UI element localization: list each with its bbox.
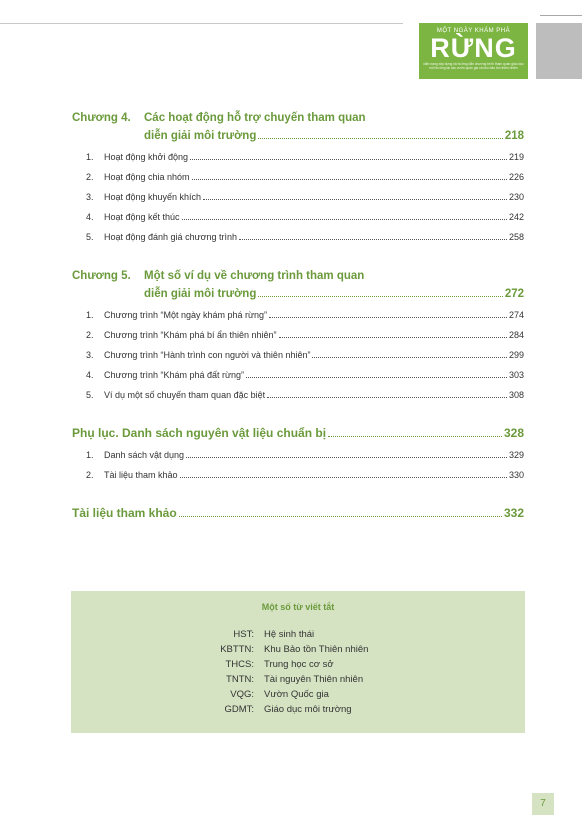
item-number: 1. <box>86 310 94 320</box>
chapter-number: Chương 4. <box>72 112 131 124</box>
chapter-title: Các hoạt động hỗ trợ chuyến tham quan <box>144 112 366 124</box>
item-text: Ví dụ một số chuyến tham quan đặc biệt <box>104 390 266 400</box>
abbreviation-row <box>71 689 525 700</box>
item-text: Chương trình “Khám phá bí ẩn thiên nhiên” <box>104 330 277 340</box>
item-number: 1. <box>86 450 94 460</box>
toc-item[interactable] <box>72 172 524 182</box>
item-number: 1. <box>86 152 94 162</box>
dot-leader <box>258 138 502 139</box>
item-number: 2. <box>86 330 94 340</box>
toc-item[interactable] <box>72 450 524 460</box>
abbreviation-key: VQG: <box>230 689 254 700</box>
toc-item[interactable] <box>72 232 524 242</box>
chapter-5-heading[interactable] <box>72 270 524 282</box>
page-number: 7 <box>532 793 554 815</box>
toc-item[interactable] <box>72 330 524 340</box>
item-page: 308 <box>508 390 524 400</box>
item-number: 4. <box>86 370 94 380</box>
dot-leader <box>246 377 507 378</box>
item-text: Hoạt động kết thúc <box>104 212 180 222</box>
dot-leader <box>279 337 507 338</box>
abbreviation-value: Tài nguyên Thiên nhiên <box>264 674 364 685</box>
toc-item[interactable] <box>72 390 524 400</box>
abbreviation-row <box>71 644 525 655</box>
item-text: Hoạt động chia nhóm <box>104 172 190 182</box>
chapter-page: 272 <box>504 288 524 300</box>
abbreviation-row <box>71 659 525 670</box>
item-text: Chương trình “Khám phá đất rừng” <box>104 370 245 380</box>
item-page: 274 <box>508 310 524 320</box>
item-number: 2. <box>86 172 94 182</box>
table-of-contents <box>72 112 524 520</box>
abbreviation-value: Vườn Quốc gia <box>264 689 329 700</box>
item-number: 3. <box>86 350 94 360</box>
dot-leader <box>186 457 507 458</box>
toc-item[interactable] <box>72 192 524 202</box>
chapter-title-cont: diễn giải môi trường <box>144 288 257 300</box>
item-text: Chương trình “Một ngày khám phá rừng” <box>104 310 268 320</box>
abbreviation-key: GDMT: <box>224 704 254 715</box>
item-page: 230 <box>508 192 524 202</box>
chapter-title: Một số ví dụ về chương trình tham quan <box>144 270 365 282</box>
item-page: 299 <box>508 350 524 360</box>
item-page: 258 <box>508 232 524 242</box>
dot-leader <box>267 397 507 398</box>
dot-leader <box>312 357 507 358</box>
item-text: Hoạt động đánh giá chương trình <box>104 232 238 242</box>
toc-item[interactable] <box>72 310 524 320</box>
chapter-title-cont: diễn giải môi trường <box>144 130 257 142</box>
dot-leader <box>179 516 502 517</box>
item-number: 5. <box>86 232 94 242</box>
dot-leader <box>269 317 507 318</box>
logo-tagline: cẩm nang xây dựng và hướng dẫn chương trình tham quan giáo dục môi trường tại các vườn quốc gia và khu bảo tồn thiên nhiên <box>423 62 524 70</box>
dot-leader <box>182 219 507 220</box>
item-page: 284 <box>508 330 524 340</box>
toc-item[interactable] <box>72 152 524 162</box>
item-text: Chương trình “Hành trình con người và thiên nhiên” <box>104 350 311 360</box>
item-text: Hoạt động khởi động <box>104 152 188 162</box>
item-number: 4. <box>86 212 94 222</box>
toc-item[interactable] <box>72 370 524 380</box>
item-text: Tài liệu tham khảo <box>104 470 178 480</box>
toc-item[interactable] <box>72 350 524 360</box>
abbreviation-key: KBTTN: <box>220 644 254 655</box>
abbreviation-value: Khu Bảo tồn Thiên nhiên <box>264 644 369 655</box>
chapter-4-heading[interactable] <box>72 112 524 124</box>
item-page: 303 <box>508 370 524 380</box>
abbreviation-key: THCS: <box>225 659 254 670</box>
dot-leader <box>239 239 507 240</box>
header-rule-left <box>0 23 403 24</box>
dot-leader <box>192 179 507 180</box>
item-page: 219 <box>508 152 524 162</box>
chapter-number: Chương 5. <box>72 270 131 282</box>
item-page: 329 <box>508 450 524 460</box>
appendix-heading[interactable] <box>72 426 524 440</box>
references-title: Tài liệu tham khảo <box>72 506 177 520</box>
item-number: 5. <box>86 390 94 400</box>
item-page: 242 <box>508 212 524 222</box>
dot-leader <box>258 296 502 297</box>
chapter-4-heading-cont[interactable] <box>72 130 524 142</box>
item-page: 226 <box>508 172 524 182</box>
dot-leader <box>328 436 502 437</box>
abbreviation-key: TNTN: <box>226 674 254 685</box>
abbreviation-key: HST: <box>233 629 254 640</box>
abbreviation-row <box>71 704 525 715</box>
appendix-title: Phụ lục. Danh sách nguyên vật liệu chuẩn bị <box>72 426 327 440</box>
item-number: 2. <box>86 470 94 480</box>
dot-leader <box>203 199 507 200</box>
item-text: Hoạt động khuyến khích <box>104 192 202 202</box>
logo-small-text: MỘT NGÀY KHÁM PHÁ <box>436 28 511 34</box>
toc-item[interactable] <box>72 470 524 480</box>
chapter-5-heading-cont[interactable] <box>72 288 524 300</box>
header-grey-block <box>536 23 582 79</box>
references-page: 332 <box>503 506 524 520</box>
abbreviations-title: Một số từ viết tắt <box>261 602 335 612</box>
item-page: 330 <box>508 470 524 480</box>
header-rule-right <box>540 15 582 16</box>
item-text: Danh sách vật dụng <box>104 450 185 460</box>
logo-main-text: RỪNG <box>430 33 517 63</box>
dot-leader <box>190 159 507 160</box>
appendix-page: 328 <box>503 426 524 440</box>
abbreviation-row <box>71 629 525 640</box>
toc-item[interactable] <box>72 212 524 222</box>
abbreviations-box <box>71 591 525 733</box>
abbreviation-value: Trung học cơ sở <box>264 659 334 670</box>
chapter-page: 218 <box>504 130 524 142</box>
references-heading[interactable] <box>72 506 524 520</box>
abbreviation-value: Hệ sinh thái <box>264 629 315 640</box>
dot-leader <box>180 477 507 478</box>
abbreviation-row <box>71 674 525 685</box>
item-number: 3. <box>86 192 94 202</box>
abbreviation-value: Giáo dục môi trường <box>264 704 352 715</box>
book-logo <box>419 23 528 79</box>
